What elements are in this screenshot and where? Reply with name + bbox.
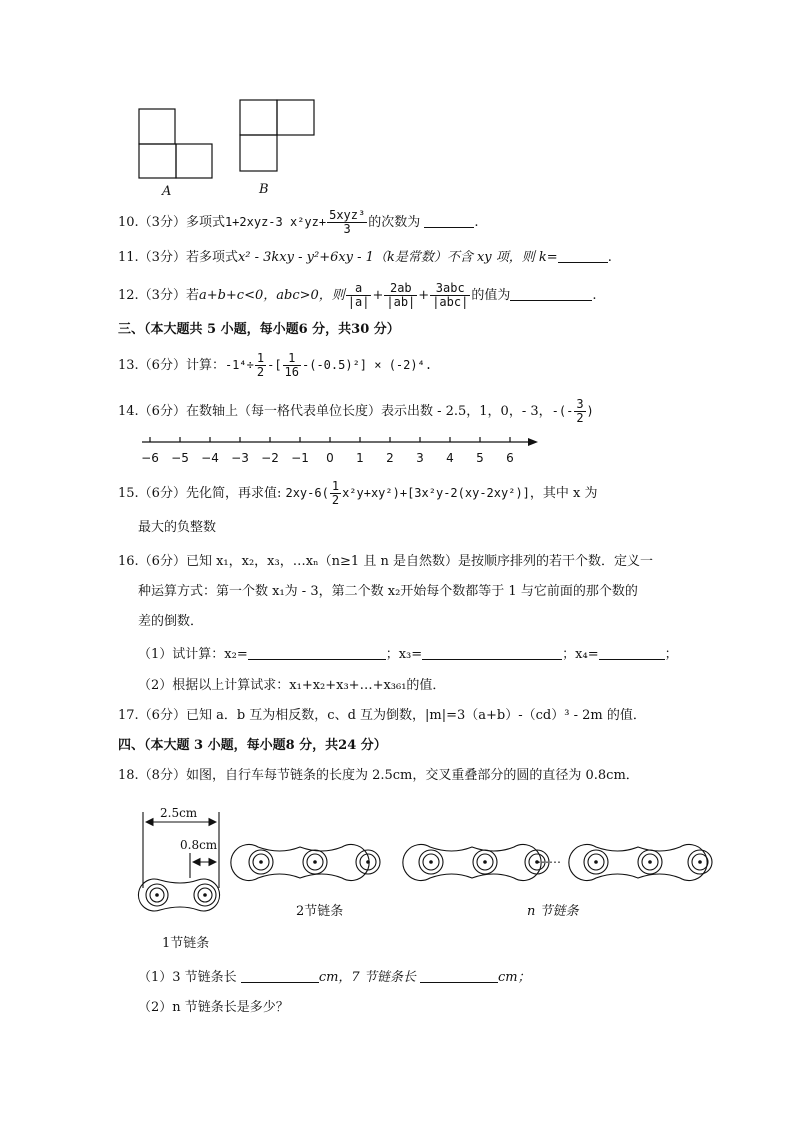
number-line-tick-label: 3 xyxy=(416,451,424,465)
number-line-arrow xyxy=(528,438,538,446)
number-line-tick-label: −3 xyxy=(231,451,249,465)
question-18: 18.（8分）如图，自行车每节链条的长度为 2.5cm，交叉重叠部分的圆的直径为 0.8cm． xyxy=(118,768,639,783)
question-16-line-3: 差的倒数． xyxy=(138,614,204,629)
caption-n-links: n 节链条 xyxy=(527,904,579,919)
question-16-sub-2: （2）根据以上计算试求：x₁+x₂+x₃+…+x₃₆₁的值． xyxy=(138,678,446,693)
answer-blank-3-links[interactable] xyxy=(241,968,319,983)
figure-b-square-3 xyxy=(240,135,277,171)
answer-blank-x4[interactable] xyxy=(599,645,665,660)
chain-2-links xyxy=(231,845,369,881)
number-line-tick-label: −5 xyxy=(171,451,189,465)
answer-blank-10[interactable] xyxy=(424,213,474,228)
number-line-tick-label: −4 xyxy=(201,451,219,465)
number-line xyxy=(138,430,548,470)
question-18-sub-2: （2）n 节链条长是多少？ xyxy=(138,1000,289,1015)
caption-1-link: 1节链条 xyxy=(162,936,210,951)
section-3-heading: 三、（本大题共 5 小题，每小题6 分，共30 分） xyxy=(118,322,400,337)
grid-figures xyxy=(130,95,330,205)
question-12: 12.（3分）若a+b+c<0，abc>0，则 $\frac{a}{|a|}$ + $\frac{2ab}{|ab|}$ + $\frac{\text{3abc}}{\text{|abc|}}$ 的值为 . xyxy=(118,281,597,309)
figure-a-square-3 xyxy=(176,144,212,178)
answer-blank-11[interactable] xyxy=(558,248,608,263)
question-16-sub-1: （1）试计算：x₂= ；x₃= ；x₄= ； xyxy=(138,647,678,662)
figure-b-label: B xyxy=(259,182,269,197)
chain-figure xyxy=(130,798,720,958)
answer-blank-x2[interactable] xyxy=(248,645,386,660)
figure-a-square-2 xyxy=(139,144,176,178)
figure-b-square-2 xyxy=(277,100,314,135)
number-line-tick-label: 1 xyxy=(356,451,364,465)
dim-label-0-8: 0.8cm xyxy=(180,838,218,852)
number-line-tick-label: −2 xyxy=(261,451,279,465)
figure-a-square-1 xyxy=(139,109,175,144)
number-line-tick-label: 2 xyxy=(386,451,394,465)
figure-b-square-1 xyxy=(240,100,277,135)
number-line-tick-label: 6 xyxy=(506,451,514,465)
chain-n-left xyxy=(403,845,541,881)
answer-blank-x3[interactable] xyxy=(422,645,562,660)
question-16-line-1: 16.（6分）已知 x₁，x₂，x₃，…xₙ（n≥1 且 n 是自然数）是按顺序排列的若干个数．定义一 xyxy=(118,554,653,569)
question-14: 14.（6分）在数轴上（每一格代表单位长度）表示出数 - 2.5，1，0，- 3，-(- $\frac{3}{2}$ ) xyxy=(118,397,594,425)
number-line-tick-label: −1 xyxy=(291,451,309,465)
section-4-heading: 四、（本大题 3 小题，每小题8 分，共24 分） xyxy=(118,738,387,753)
question-16-line-2: 种运算方式：第一个数 x₁为 - 3，第二个数 x₂开始每个数都等于 1 与它前面的那个数的 xyxy=(138,584,638,599)
number-line-tick-label: 5 xyxy=(476,451,484,465)
dim-label-2-5: 2.5cm xyxy=(160,806,198,820)
question-13: 13.（6分）计算：-1⁴÷ $\frac{1}{2}$ -[ $\frac{1}{16}$ -(-0.5)²] × (-2)⁴. xyxy=(118,351,433,379)
number-line-tick-label: 4 xyxy=(446,451,454,465)
figure-a-label: A xyxy=(162,184,172,199)
question-11: 11.（3分）若多项式x² - 3kxy - y²+6xy - 1（k是常数）不含 xy 项，则 k= . xyxy=(118,250,612,265)
number-line-tick-label: −6 xyxy=(141,451,159,465)
caption-2-links: 2节链条 xyxy=(296,904,344,919)
chain-ellipsis: …… xyxy=(537,852,561,866)
number-line-tick-label: 0 xyxy=(326,451,334,465)
question-15: 15.（6分）先化简，再求值: 2xy-6( $\frac{1}{2}$ x²y+xy²)+[3x²y-2(xy-2xy²)]，其中 x 为 xyxy=(118,479,598,507)
question-10: 10.（3分）多项式1+2xyz-3 x²yz+ $\frac{\text{5xyz³}}{3}$ 的次数为 . xyxy=(118,208,479,236)
question-17: 17.（6分）已知 a．b 互为相反数，c、d 互为倒数，|m|=3（a+b）-（cd）³ - 2m 的值． xyxy=(118,708,646,723)
question-15-line-2: 最大的负整数 xyxy=(138,520,217,535)
answer-blank-7-links[interactable] xyxy=(420,968,498,983)
answer-blank-12[interactable] xyxy=(510,286,592,301)
question-18-sub-1: （1）3 节链条长 cm，7 节链条长 cm； xyxy=(138,970,531,985)
